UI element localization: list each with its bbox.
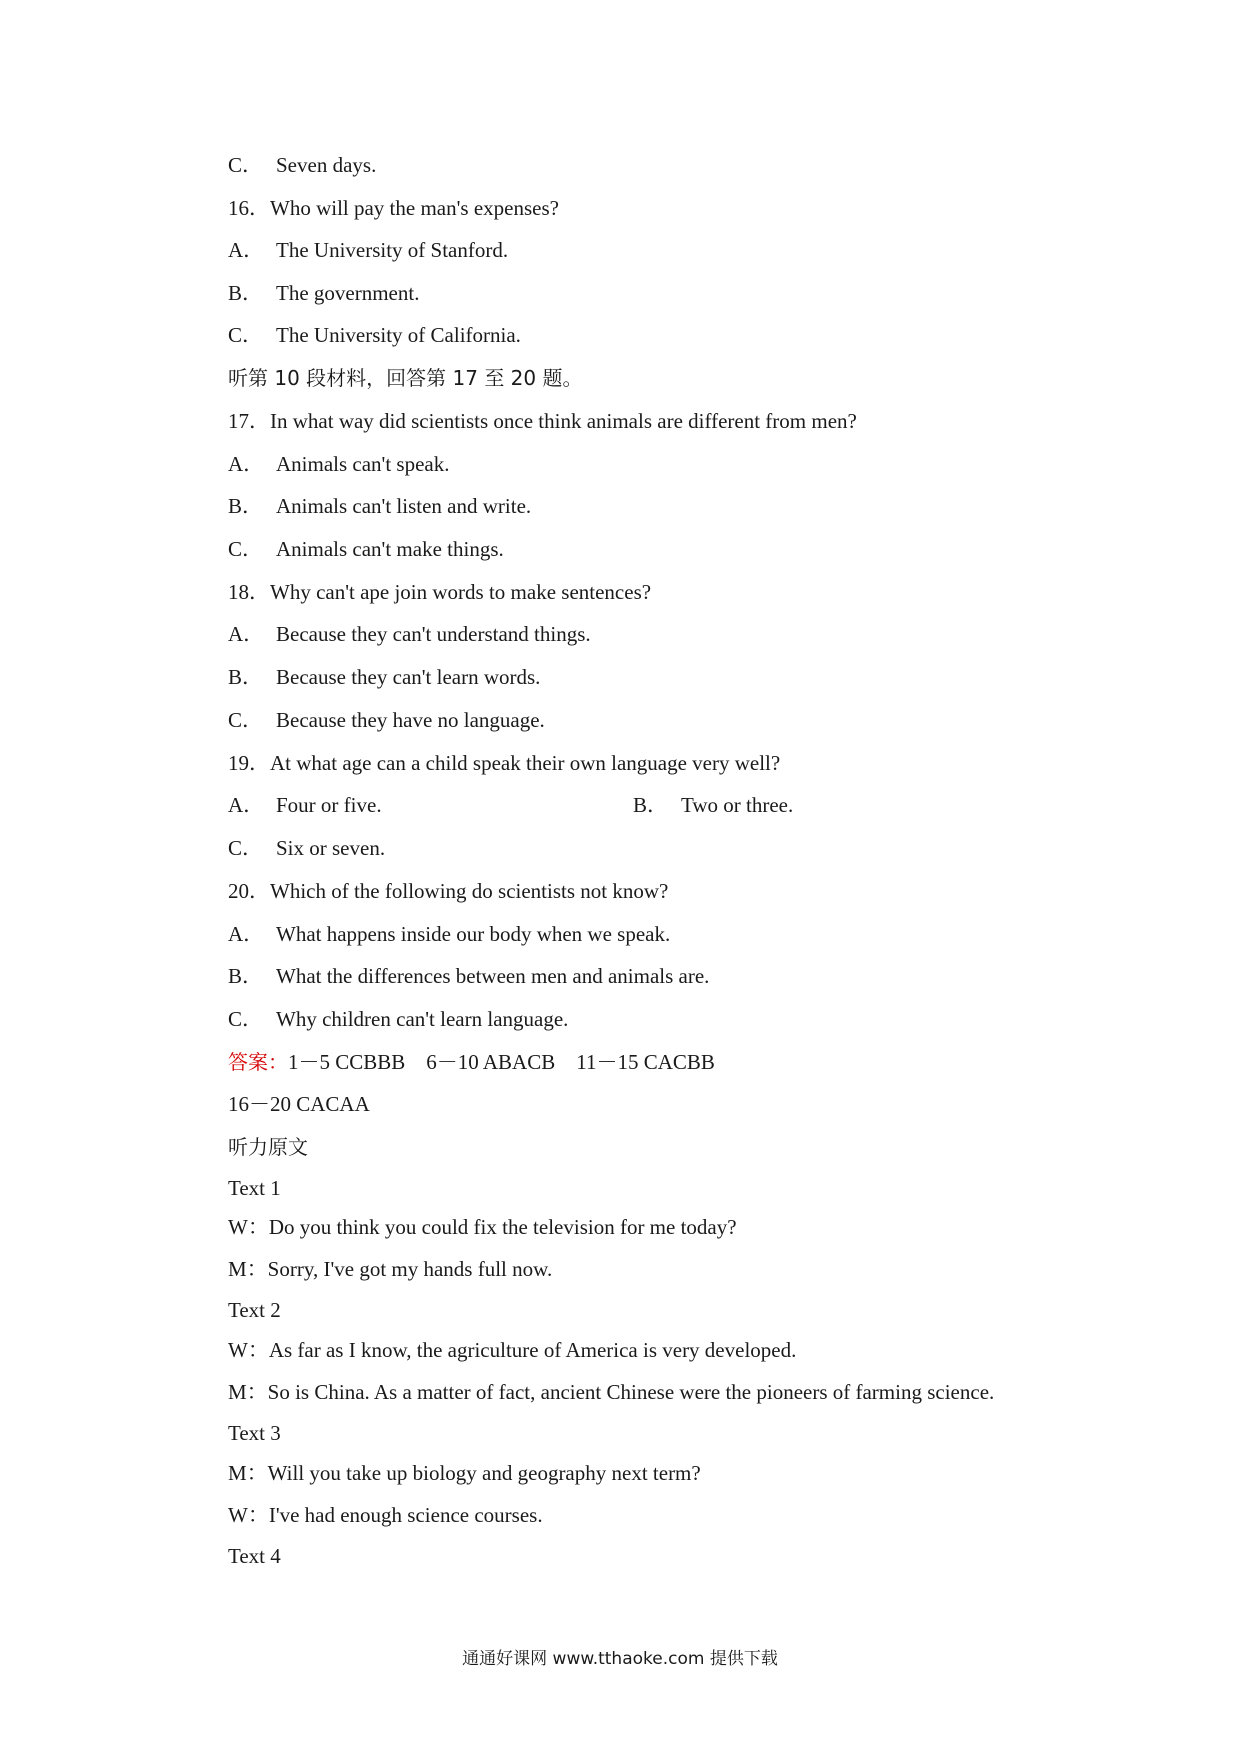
question-20: 20．Which of the following do scientists not know? <box>228 879 669 903</box>
question-18: 18．Why can't ape join words to make sentences? <box>228 580 652 604</box>
answer-label: 答案： <box>228 1050 288 1074</box>
option-19a: A． Four or five. <box>228 793 382 817</box>
text-2-line-2: M：So is China. As a matter of fact, ancient Chinese were the pioneers of farming science. <box>228 1380 995 1404</box>
option-17b: B． Animals can't listen and write. <box>228 494 532 518</box>
option-18c: C． Because they have no language. <box>228 708 545 732</box>
transcript-heading: 听力原文 <box>228 1135 308 1159</box>
option-16a: A． The University of Stanford. <box>228 238 509 262</box>
text-2-line-1: W：As far as I know, the agriculture of America is very developed. <box>228 1338 797 1362</box>
option-17c: C． Animals can't make things. <box>228 537 504 561</box>
text-3-line-1: M：Will you take up biology and geography next term? <box>228 1461 701 1485</box>
option-20c: C． Why children can't learn language. <box>228 1007 569 1031</box>
text-1-line-1: W：Do you think you could fix the television for me today? <box>228 1215 737 1239</box>
question-17: 17．In what way did scientists once think animals are different from men? <box>228 409 857 433</box>
option-18a: A． Because they can't understand things. <box>228 622 591 646</box>
option-20b: B． What the differences between men and animals are. <box>228 964 710 988</box>
answer-key-line-1: 答案：1－5 CCBBB 6－10 ABACB 11－15 CACBB <box>228 1050 715 1074</box>
question-16: 16．Who will pay the man's expenses? <box>228 196 559 220</box>
text-4-title: Text 4 <box>228 1544 281 1568</box>
option-16b: B． The government. <box>228 281 420 305</box>
option-19c: C． Six or seven. <box>228 836 386 860</box>
question-19: 19．At what age can a child speak their own language very well? <box>228 751 781 775</box>
text-2-title: Text 2 <box>228 1298 281 1322</box>
option-17a: A． Animals can't speak. <box>228 452 450 476</box>
option-15c: C． Seven days. <box>228 153 377 177</box>
option-18b: B． Because they can't learn words. <box>228 665 541 689</box>
option-16c: C． The University of California. <box>228 323 521 347</box>
text-1-title: Text 1 <box>228 1176 281 1200</box>
text-3-title: Text 3 <box>228 1421 281 1445</box>
answer-key-line-2: 16－20 CACAA <box>228 1092 370 1116</box>
text-1-line-2: M：Sorry, I've got my hands full now. <box>228 1257 553 1281</box>
section-10-instruction: 听第 10 段材料，回答第 17 至 20 题。 <box>228 366 583 390</box>
text-3-line-2: W：I've had enough science courses. <box>228 1503 543 1527</box>
option-20a: A． What happens inside our body when we speak. <box>228 922 671 946</box>
option-19b: B． Two or three. <box>633 793 794 817</box>
page-footer: 通通好课网 www.tthaoke.com 提供下载 <box>462 1649 778 1669</box>
